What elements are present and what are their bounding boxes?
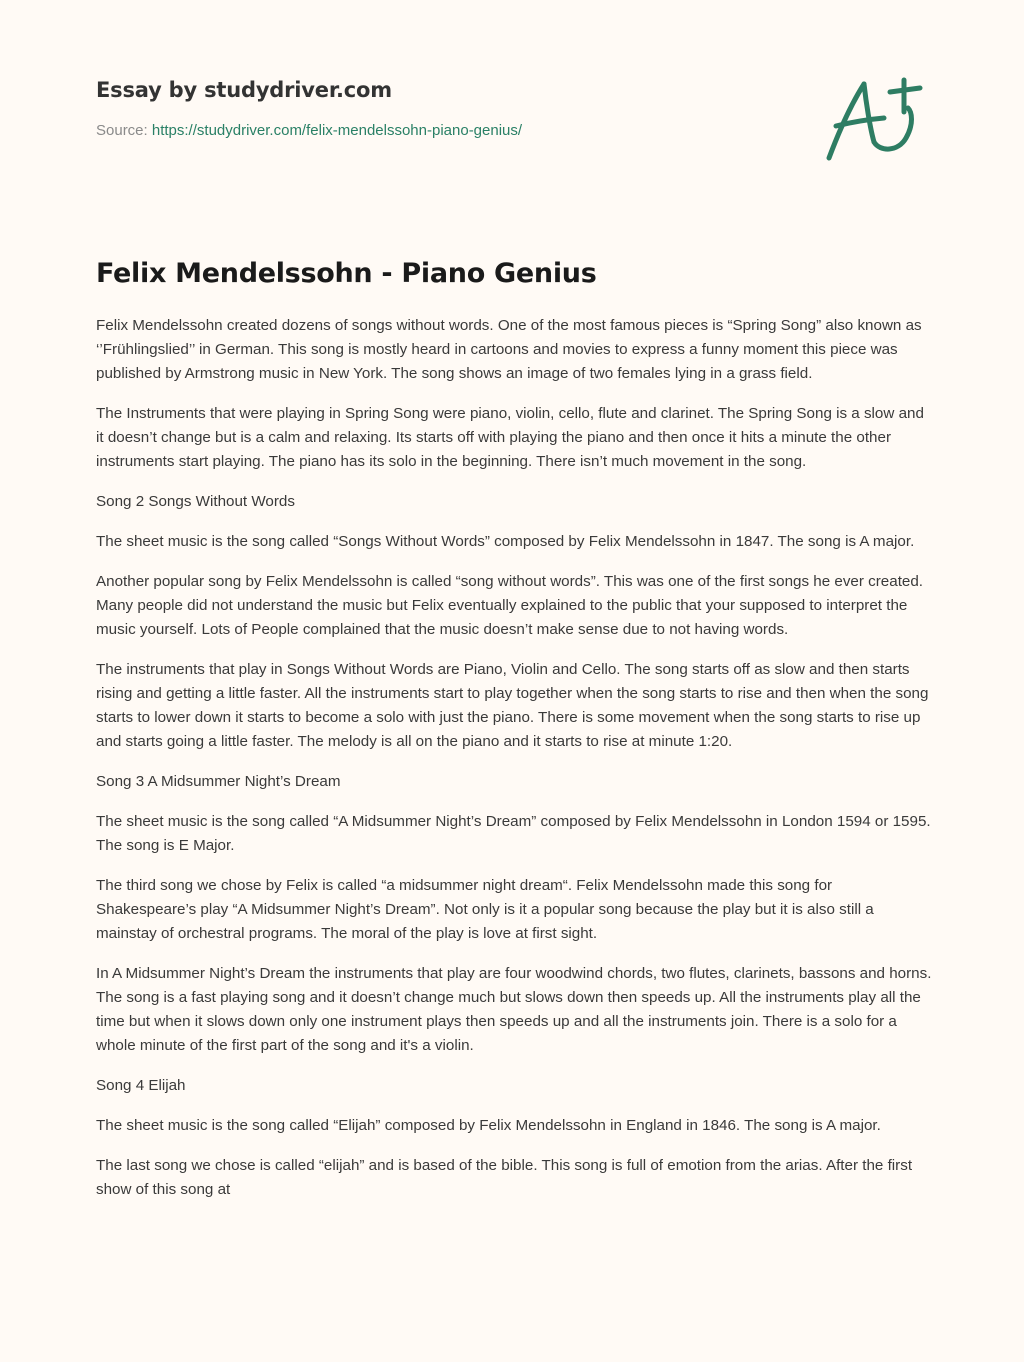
section-heading: Song 3 A Midsummer Night’s Dream xyxy=(96,773,341,790)
section-heading: Song 4 Elijah xyxy=(96,1077,186,1094)
paragraph: The sheet music is the song called “Elijah” composed by Felix Mendelssohn in England in 1846. The song is A major. xyxy=(96,1117,881,1134)
paragraph: The Instruments that were playing in Spring Song were piano, violin, cello, flute and clarinet. The Spring Song is a slow and it doesn’t change but is a calm and relaxing. Its starts off with playing the piano and then once it hits a minute the other instruments start playing. The piano has its solo in the beginning. There isn’t much movement in the song. xyxy=(96,405,924,470)
section-heading: Song 2 Songs Without Words xyxy=(96,493,295,510)
source-link[interactable]: https://studydriver.com/felix-mendelssohn-piano-genius/ xyxy=(151,122,523,139)
paragraph: The instruments that play in Songs Without Words are Piano, Violin and Cello. The song starts off as slow and then starts rising and getting a little faster. All the instruments start to play together when the song starts to rise and then when the song starts to lower down it starts to become a solo with just the piano. There is some movement when the song starts to rise up and starts going a little faster. The melody is all on the piano and it starts to rise at minute 1:20. xyxy=(96,661,929,750)
source-line xyxy=(96,121,936,141)
a-plus-grade-icon xyxy=(822,68,926,164)
paragraph: Felix Mendelssohn created dozens of songs without words. One of the most famous pieces is “Spring Song” also known as ‘’Frühlingslied’’ in German. This song is mostly heard in cartoons and movies to express a funny moment this piece was published by Armstrong music in New York. The song shows an image of two females lying in a grass field. xyxy=(96,317,922,382)
site-title: Essay by studydriver.com xyxy=(96,78,392,102)
paragraph: The sheet music is the song called “Songs Without Words” composed by Felix Mendelssohn in 1847. The song is A major. xyxy=(96,533,915,550)
essay-body xyxy=(96,314,932,1218)
paragraph: In A Midsummer Night’s Dream the instruments that play are four woodwind chords, two flutes, clarinets, bassons and horns. The song is a fast playing song and it doesn’t change much but slows down then speeds up. All the instruments play all the time but when it slows down only one instrument plays then speeds up and all the instruments join. There is a solo for a whole minute of the first part of the song and it's a violin. xyxy=(96,965,932,1054)
paragraph: The last song we chose is called “elijah” and is based of the bible. This song is full of emotion from the arias. After the first show of this song at xyxy=(96,1157,913,1198)
paragraph: The third song we chose by Felix is called “a midsummer night dream“. Felix Mendelssohn made this song for Shakespeare’s play “A Midsummer Night’s Dream”. Not only is it a popular song because the play but it is also still a mainstay of orchestral programs. The moral of the play is love at first sight. xyxy=(96,877,874,942)
source-label: Source: xyxy=(96,122,152,139)
paragraph: Another popular song by Felix Mendelssohn is called “song without words”. This was one of the first songs he ever created. Many people did not understand the music but Felix eventually explained to the public that your supposed to interpret the music yourself. Lots of People complained that the music doesn’t make sense due to not having words. xyxy=(96,573,924,638)
page-header xyxy=(96,76,936,141)
essay-title: Felix Mendelssohn - Piano Genius xyxy=(96,258,597,289)
paragraph: The sheet music is the song called “A Midsummer Night’s Dream” composed by Felix Mendelssohn in London 1594 or 1595. The song is E Major. xyxy=(96,813,931,854)
